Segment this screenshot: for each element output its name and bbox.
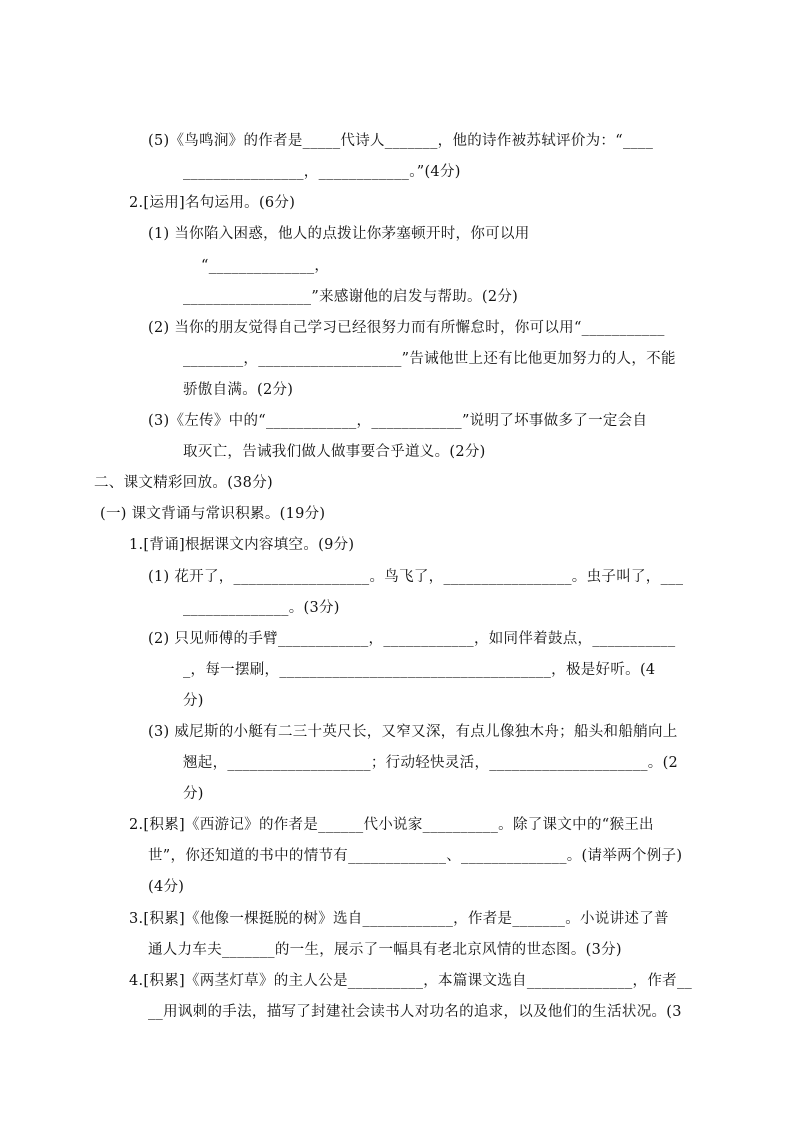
recite-3: (3) 威尼斯的小艇有二三十英尺长，又窄又深，有点儿像独木舟；船头和船艄向上 [148,724,678,740]
recite-2: (2) 只见师傅的手臂____________，____________，如同伴着鼓点，___________ [148,631,676,647]
recite-3-end: 分) [183,786,204,802]
xiyouji-question: 2.[积累]《西游记》的作者是______代小说家__________。除了课文中的“猴王出 [129,817,654,833]
q2-3-prompt: (3)《左传》中的“____________，____________”说明了坏事做多了一定会自 [148,413,648,429]
lamp-question: 4.[积累]《两茎灯草》的主人公是__________，本篇课文选自______________，作者__ [129,973,693,989]
q5-author-line-cont: ________________，____________。”(4分) [183,164,461,180]
q2-1-prompt: (1) 当你陷入困惑，他人的点拨让你茅塞顿开时，你可以用 [148,226,530,242]
recite-heading: 1.[背诵]根据课文内容填空。(9分) [129,537,355,553]
q2-2-prompt: (2) 当你的朋友觉得自己学习已经很努力而有所懈怠时，你可以用“___________ [148,320,665,336]
q2-1-blank-2: _________________”来感谢他的启发与帮助。(2分) [183,289,519,305]
recite-3-cont: 翘起，___________________；行动轻快灵活，_____________________。(2 [183,755,679,771]
xiyouji-cont: 世”，你还知道的书中的情节有_____________、______________。(请举两个例子) [148,848,683,864]
q2-3-cont: 取灭亡，告诫我们做人做事要合乎道义。(2分) [183,444,486,460]
lamp-cont: __用讽刺的手法，描写了封建社会读书人对功名的追求，以及他们的生活状况。(3 [148,1004,682,1020]
xiyouji-score: (4分) [148,879,185,895]
section-2-heading: 二、课文精彩回放。(38分) [94,475,273,491]
recite-1: (1) 花开了，__________________。鸟飞了，_________________。虫子叫了，___ [148,569,684,585]
tree-question: 3.[积累]《他像一棵挺脱的树》选自____________，作者是_______。小说讲述了普 [129,911,669,927]
q2-2-cont: ________，___________________”告诫他世上还有比他更加努力的人，不能 [183,351,676,367]
q5-author-line: (5)《鸟鸣涧》的作者是_____代诗人_______，他的诗作被苏轼评价为：“____ [148,133,654,149]
q2-heading: 2.[运用]名句运用。(6分) [129,195,296,211]
recite-2-end: 分) [183,693,204,709]
q2-2-end: 骄傲自满。(2分) [183,382,294,398]
recite-2-cont: _，每一摆刷，____________________________________，极是好听。(4 [183,662,656,678]
tree-cont: 通人力车夫_______的一生，展示了一幅具有老北京风情的世态图。(3分) [148,942,622,958]
subsection-1-heading: (一) 课文背诵与常识积累。(19分) [100,506,326,522]
recite-1-cont: ______________。(3分) [183,600,340,616]
q2-1-blank-1: “______________， [201,258,330,274]
